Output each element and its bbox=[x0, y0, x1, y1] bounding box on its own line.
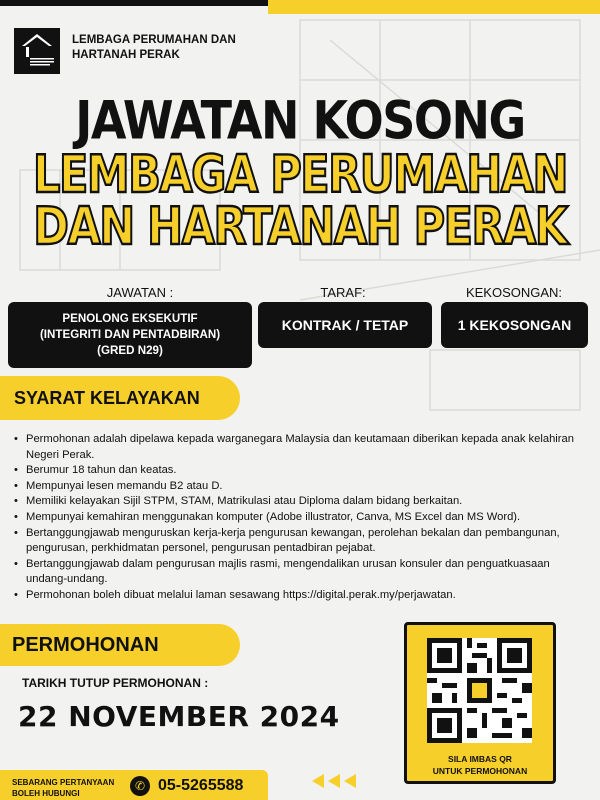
phone-number[interactable]: 05-5265588 bbox=[158, 777, 244, 794]
qr-code[interactable] bbox=[427, 638, 532, 743]
headline-title: JAWATAN KOSONG bbox=[75, 89, 525, 152]
phone-icon: ✆ bbox=[130, 776, 150, 796]
kekosongan-label: KEKOSONGAN: bbox=[465, 285, 563, 300]
taraf-label: TARAF: bbox=[320, 285, 366, 300]
top-dark-strip bbox=[0, 0, 268, 6]
organization-name: LEMBAGA PERUMAHAN DAN HARTANAH PERAK bbox=[72, 34, 236, 61]
jawatan-value bbox=[8, 302, 252, 368]
closing-date-label: TARIKH TUTUP PERMOHONAN : bbox=[22, 676, 209, 690]
requirements-list bbox=[14, 432, 589, 604]
jawatan-value-line-3: (GRED N29) bbox=[97, 344, 163, 357]
closing-date: 22 NOVEMBER 2024 bbox=[18, 700, 340, 733]
requirement-item: • Permohonan boleh dibuat melalui laman sesawang https://digital.perak.my/perjawatan. bbox=[14, 588, 589, 604]
kekosongan-value: 1 KEKOSONGAN bbox=[441, 302, 588, 348]
requirement-item: • Mempunyai lesen memandu B2 atau D. bbox=[14, 479, 589, 495]
qr-caption bbox=[404, 753, 556, 777]
headline bbox=[0, 88, 600, 258]
arrow-decoration-icon bbox=[310, 772, 360, 790]
headline-org-line-2: DAN HARTANAH PERAK bbox=[33, 197, 567, 258]
qr-caption-line-2: UNTUK PERMOHONAN bbox=[432, 766, 528, 776]
qr-caption-line-1: SILA IMBAS QR bbox=[448, 754, 512, 764]
contact-label: SEBARANG PERTANYAAN BOLEH HUBUNGI bbox=[12, 778, 115, 798]
requirement-item: • Berumur 18 tahun dan keatas. bbox=[14, 463, 589, 479]
requirement-item: • Permohonan adalah dipelawa kepada warganegara Malaysia dan keutamaan diberikan kepada anak kelahiran Negeri Perak. bbox=[14, 432, 589, 463]
taraf-value: KONTRAK / TETAP bbox=[258, 302, 432, 348]
top-accent-bar bbox=[268, 0, 600, 14]
requirement-item: • Bertanggungjawab dalam pengurusan majlis rasmi, mengendalikan urusan konsuler dan penguatkuasaan undang-undang. bbox=[14, 557, 589, 588]
requirement-item: • Bertanggungjawab menguruskan kerja-kerja pengurusan kewangan, perolehan bekalan dan pembangunan, pengurusan, perkhidmatan personel, pengurusan pentadbiran pejabat. bbox=[14, 526, 589, 557]
jawatan-value-line-1: PENOLONG EKSEKUTIF bbox=[62, 312, 198, 325]
requirement-item: • Memiliki kelayakan Sijil STPM, STAM, Matrikulasi atau Diploma dalam bidang berkaitan. bbox=[14, 494, 589, 510]
jawatan-value-line-2: (INTEGRITI DAN PENTADBIRAN) bbox=[39, 328, 221, 341]
jawatan-label: JAWATAN : bbox=[106, 285, 174, 300]
application-title: PERMOHONAN bbox=[0, 624, 240, 666]
requirement-item: • Mempunyai kemahiran menggunakan komputer (Adobe illustrator, Canva, MS Excel dan MS Word). bbox=[14, 510, 589, 526]
organization-logo bbox=[14, 28, 60, 74]
requirements-title: SYARAT KELAYAKAN bbox=[0, 376, 240, 420]
headline-org-line-1: LEMBAGA PERUMAHAN bbox=[33, 145, 567, 206]
